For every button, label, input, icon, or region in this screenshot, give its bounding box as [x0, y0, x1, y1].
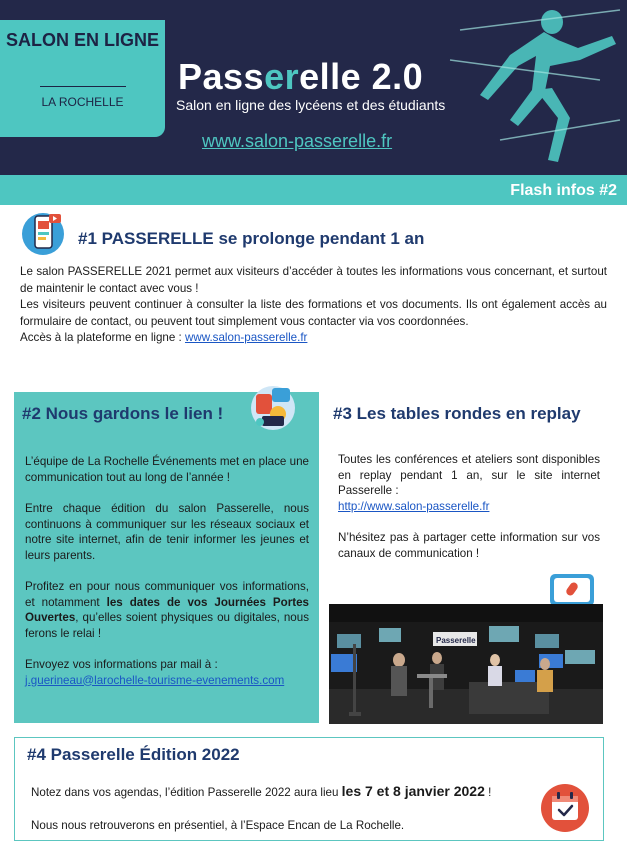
- brand-part: Pass: [178, 56, 265, 97]
- divider: [40, 86, 126, 87]
- open-days-emphasis: les dates de vos Journées Portes Ouvertes: [25, 595, 309, 624]
- section2-body: [25, 454, 309, 688]
- salon-city: LA ROCHELLE: [41, 95, 124, 109]
- photo-sign: Passerelle: [436, 636, 476, 645]
- section2-title: #2 Nous gardons le lien !: [22, 404, 224, 423]
- brand-title: [178, 56, 423, 98]
- section3-title: #3 Les tables rondes en replay: [333, 404, 581, 423]
- tagline: Salon en ligne des lycéens et des étudiants: [176, 97, 446, 113]
- text: Profitez en pour nous communiquer vos informations, et notamment: [25, 580, 309, 609]
- paragraph: [20, 330, 607, 347]
- calendar-check-icon: [540, 783, 590, 833]
- section4-date-line: [31, 783, 491, 799]
- paragraph: Toutes les conférences et ateliers sont disponibles en replay pendant 1 an, sur le site internet Passerelle :: [338, 453, 600, 497]
- paragraph: Les visiteurs peuvent continuer à consulter la liste des formations et vos documents. Ils ont également accès au formulaire de contact, ou peuvent tout simplement vous contacter via vos coordonnées.: [20, 298, 607, 328]
- section4-title: #4 Passerelle Édition 2022: [27, 745, 240, 764]
- brand-highlight: er: [264, 56, 300, 97]
- paragraph: [25, 579, 309, 641]
- section1-body: [20, 264, 607, 347]
- platform-link[interactable]: www.salon-passerelle.fr: [184, 331, 308, 344]
- platform-label: Accès à la plateforme en ligne :: [20, 331, 185, 344]
- social-network-icon: [248, 382, 298, 432]
- text: Envoyez vos informations par mail à :: [25, 658, 218, 671]
- event-dates: les 7 et 8 janvier 2022: [341, 783, 485, 799]
- salon-title: SALON EN LIGNE: [5, 30, 159, 50]
- flash-infos-label: Flash infos #2: [510, 182, 617, 199]
- paragraph: [338, 499, 600, 515]
- paragraph: Le salon PASSERELLE 2021 permet aux visiteurs d’accéder à toutes les informations vous concernant, et surtout de maintenir le contact avec vous !: [20, 265, 607, 295]
- paragraph: [25, 657, 309, 688]
- brand-part: elle 2.0: [299, 56, 424, 97]
- paragraph: Entre chaque édition du salon Passerelle, nous continuons à communiquer sur les réseaux sociaux et notre site internet, afin de tenir informer les jeunes et leurs parents.: [25, 502, 309, 562]
- text: !: [484, 786, 492, 799]
- email-link[interactable]: j.guerineau@larochelle-tourisme-evenements.com: [25, 673, 285, 687]
- section1-title: #1 PASSERELLE se prolonge pendant 1 an: [78, 229, 425, 248]
- section4-venue-line: Nous nous retrouverons en présentiel, à l’Espace Encan de La Rochelle.: [31, 819, 405, 832]
- jumping-student-illustration: [440, 0, 627, 175]
- replay-link[interactable]: http://www.salon-passerelle.fr: [338, 499, 490, 513]
- paragraph: L’équipe de La Rochelle Événements met en place une communication tout au long de l’année !: [25, 455, 309, 484]
- phone-media-icon: [20, 210, 66, 256]
- text: , qu’elles soient physiques ou digitales, nous ferons le relai !: [25, 611, 309, 640]
- site-link[interactable]: www.salon-passerelle.fr: [202, 131, 393, 151]
- text: Notez dans vos agendas, l’édition Passerelle 2022 aura lieu: [31, 786, 342, 799]
- round-table-photo: [329, 604, 603, 724]
- section3-body: [338, 452, 600, 577]
- paragraph: N’hésitez pas à partager cette information sur vos canaux de communication !: [338, 531, 600, 560]
